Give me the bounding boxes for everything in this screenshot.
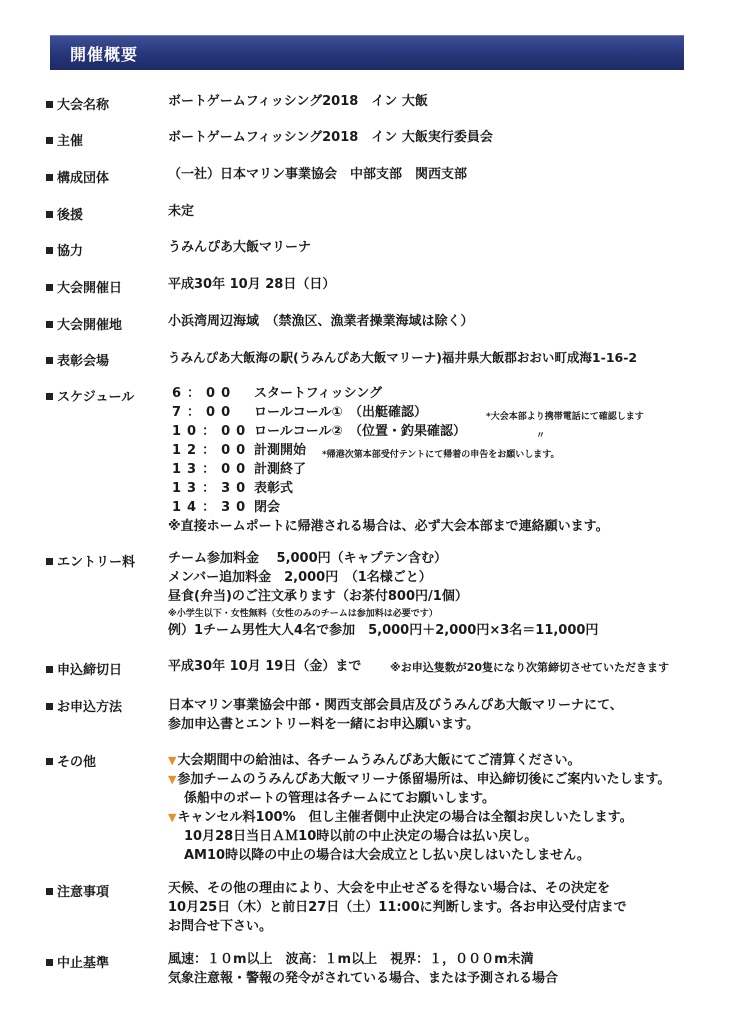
schedule-row: 14：30 閉会 xyxy=(172,500,281,515)
cancel-line: 気象注意報・警報の発令がされている場合、または予測される場合 xyxy=(168,971,559,986)
schedule-row: 6：00 スタートフィッシング xyxy=(172,386,382,401)
bullet-square-icon xyxy=(46,284,53,291)
triangle-down-icon: ▼ xyxy=(168,754,177,767)
entry-example: 例）1チーム男性大人4名で参加 5,000円＋2,000円×3名＝11,000円 xyxy=(168,623,599,638)
bullet-square-icon xyxy=(46,959,53,966)
other-line: ▼大会期間中の給油は、各チームうみんぴあ大飯にてご清算ください。 xyxy=(168,753,581,768)
bullet-square-icon xyxy=(46,703,53,710)
entry-line: メンバー追加料金 2,000円 （1名様ごと） xyxy=(168,570,432,585)
label-deadline: 申込締切日 xyxy=(46,659,122,678)
label-event-date: 大会開催日 xyxy=(46,277,122,296)
schedule-row: 12：00 計測開始 xyxy=(172,443,307,458)
value-deadline: 平成30年 10月 19日（金）まで xyxy=(168,659,362,674)
label-schedule: スケジュール xyxy=(46,386,134,405)
entry-line: チーム参加料金 5,000円（キャプテン含む） xyxy=(168,551,447,566)
bullet-square-icon xyxy=(46,558,53,565)
apply-line: 参加申込書とエントリー料を一緒にお申込願います。 xyxy=(168,717,479,732)
other-line: 係船中のボートの管理は各チームにてお願いします。 xyxy=(184,791,495,806)
label-organizer: 主催 xyxy=(46,130,83,149)
label-caution: 注意事項 xyxy=(46,881,109,900)
entry-note: ※小学生以下・女性無料（女性のみのチームは参加料は必要です） xyxy=(168,609,438,619)
label-award-venue: 表彰会場 xyxy=(46,350,109,369)
caution-line: 10月25日（木）と前日27日（土）11:00に判断します。各お申込受付店まで xyxy=(168,900,627,915)
schedule-note-roll2: 〃 xyxy=(536,431,546,441)
bullet-square-icon xyxy=(46,321,53,328)
entry-line: 昼食(弁当)のご注文承ります（お茶付800円/1個） xyxy=(168,589,468,604)
other-line: ▼キャンセル料100% 但し主催者側中止決定の場合は全額お戻しいたします。 xyxy=(168,810,633,825)
value-event-area: 小浜湾周辺海域 （禁漁区、漁業者操業海域は除く） xyxy=(168,314,474,329)
bullet-square-icon xyxy=(46,393,53,400)
bullet-square-icon xyxy=(46,211,53,218)
schedule-row: 10：00 ロールコール② （位置・釣果確認） xyxy=(172,424,466,439)
bullet-square-icon xyxy=(46,247,53,254)
schedule-row: 13：00 計測終了 xyxy=(172,462,307,477)
bullet-square-icon xyxy=(46,888,53,895)
value-member-orgs: （一社）日本マリン事業協会 中部支部 関西支部 xyxy=(168,167,468,182)
label-support: 後援 xyxy=(46,204,83,223)
schedule-row: 13：30 表彰式 xyxy=(172,481,294,496)
value-organizer: ボートゲームフィッシング2018 イン 大飯実行委員会 xyxy=(168,130,493,145)
schedule-note-measure: *帰港次第本部受付テントにて帰着の申告をお願いします。 xyxy=(322,450,560,460)
deadline-note: ※お申込隻数が20隻になり次第締切させていただきます xyxy=(390,661,669,674)
bullet-square-icon xyxy=(46,758,53,765)
bullet-square-icon xyxy=(46,174,53,181)
label-cooperation: 協力 xyxy=(46,240,83,259)
bullet-square-icon xyxy=(46,137,53,144)
label-entry-fee: エントリー料 xyxy=(46,551,135,570)
label-cancel-criteria: 中止基準 xyxy=(46,952,109,971)
cancel-line: 風速：１０m以上 波高：１m以上 視界：１，０００m未満 xyxy=(168,952,534,967)
bullet-square-icon xyxy=(46,666,53,673)
triangle-down-icon: ▼ xyxy=(168,773,177,786)
bullet-square-icon xyxy=(46,101,53,108)
section-header-bar xyxy=(50,35,684,70)
caution-line: 天候、その他の理由により、大会を中止せざるを得ない場合は、その決定を xyxy=(168,881,611,896)
schedule-row: 7：00 ロールコール① （出艇確認） xyxy=(172,405,427,420)
caution-line: お問合せ下さい。 xyxy=(168,919,273,934)
apply-line: 日本マリン事業協会中部・関西支部会員店及びうみんぴあ大飯マリーナにて、 xyxy=(168,698,623,713)
schedule-footnote: ※直接ホームポートに帰港される場合は、必ず大会本部まで連絡願います。 xyxy=(168,519,609,534)
bullet-square-icon xyxy=(46,357,53,364)
value-event-name: ボートゲームフィッシング2018 イン 大飯 xyxy=(168,94,428,109)
value-support: 未定 xyxy=(168,204,195,219)
label-apply-method: お申込方法 xyxy=(46,696,122,715)
label-event-area: 大会開催地 xyxy=(46,314,122,333)
other-line: ▼参加チームのうみんぴあ大飯マリーナ係留場所は、申込締切後にご案内いたします。 xyxy=(168,772,671,787)
value-cooperation: うみんぴあ大飯マリーナ xyxy=(168,240,312,255)
label-other: その他 xyxy=(46,751,96,770)
value-event-date: 平成30年 10月 28日（日） xyxy=(168,277,336,292)
value-award-venue: うみんぴあ大飯海の駅(うみんぴあ大飯マリーナ)福井県大飯郡おおい町成海1-16-2 xyxy=(168,350,638,365)
other-line: AM10時以降の中止の場合は大会成立とし払い戻しはいたしません。 xyxy=(184,848,590,863)
label-event-name: 大会名称 xyxy=(46,94,109,113)
triangle-down-icon: ▼ xyxy=(168,811,177,824)
label-member-orgs: 構成団体 xyxy=(46,167,109,186)
schedule-note-roll1: *大会本部より携帯電話にて確認します xyxy=(486,412,644,422)
section-title: 開催概要 xyxy=(70,45,139,64)
other-line: 10月28日当日ＡＭ10時以前の中止決定の場合は払い戻し。 xyxy=(184,829,538,844)
